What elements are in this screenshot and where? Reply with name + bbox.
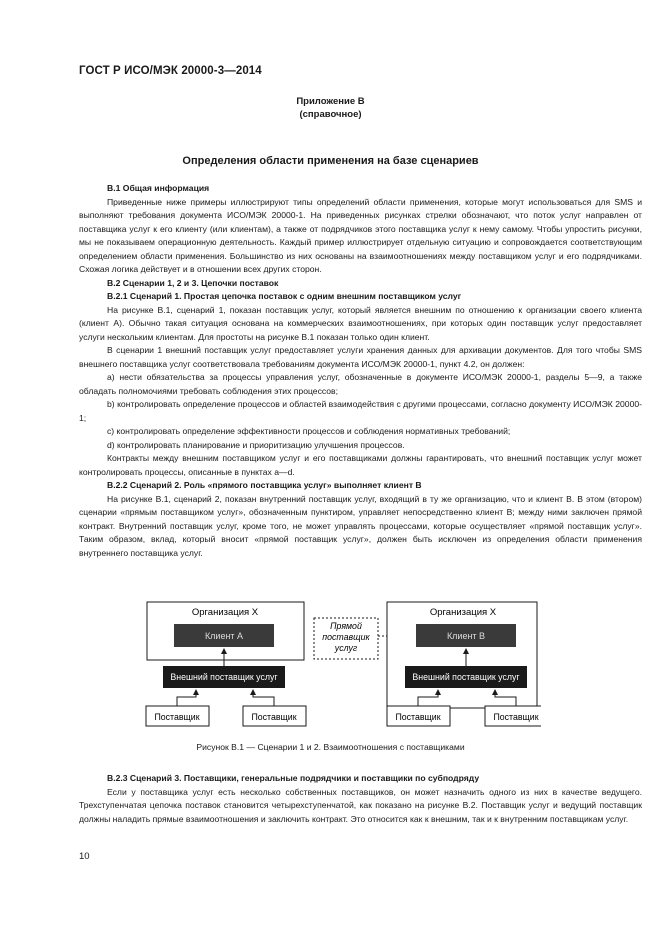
internal-supplier-label: Внешний поставщик услуг	[412, 672, 520, 682]
section-heading: В.1 Общая информация	[107, 183, 210, 193]
body-text	[79, 182, 642, 560]
direct-supplier-label-2: поставщик	[322, 632, 370, 642]
paragraph: В сценарии 1 внешний поставщик услуг предоставляет услуги хранения данных для архивации документов. Для того чтобы SMS внешнего поставщика услуг соответствовала требованиям документа ИСО/МЭК 20000-1, пункт 4.2, он должен:	[79, 345, 642, 369]
organisation-label-right: Организация X	[429, 607, 497, 618]
paragraph: На рисунке В.1, сценарий 1, показан поставщик услуг, который является внешним по отношению к организации своего клиента (клиент А). Обычно такая ситуация основана на коммерческих взаимоотношениях, при которых один поставщик услуг предоставляет услуги нескольким клиентам. Для простоты на рисунке В.1 показан только один клиент.	[79, 304, 642, 342]
list-item: d) контролировать планирование и приоритизацию улучшения процессов.	[107, 439, 405, 450]
client-a-label: Клиент А	[204, 631, 244, 641]
supplier-label-2: Поставщик	[251, 712, 297, 722]
annex-note: (справочное)	[299, 109, 362, 120]
paragraph: Приведенные ниже примеры иллюстрируют типы определений области применения, которые могут использоваться для SMS и выполняют требования документа ИСО/МЭК 20000-1. На приведенных рисунках стрелки обозначают, что поток услуг направлен от поставщика услуг к его клиенту (или клиентам), а также от подрядчиков этого поставщика услуг к нему самому. Чтобы упростить рисунки, мы не показываем операционную деятельность. Каждый пример иллюстрирует отдельную ситуацию и сопровождается соответствующим определением области применения. Большинство из них основаны на взаимоотношениях между поставщиком услуг и его подрядчиками. Схожая логика действует и в отношении всех других сторон.	[79, 196, 642, 274]
paragraph: Если у поставщика услуг есть несколько собственных поставщиков, он может назначить одного из них в качестве ведущего. Трехступенчатая цепочка поставок становится четырехступенчатой, как показано на рисунке В.2. Поставщик услуг и ведущий поставщик должны наладить прямые взаимоотношения и заключить контракт. Это относится как к внешним, так и к внутренним поставщикам услуг.	[79, 786, 642, 824]
body-text-continued	[79, 772, 642, 826]
page-number: 10	[79, 851, 90, 862]
subsection-heading: В.2.2 Сценарий 2. Роль «прямого поставщика услуг» выполняет клиент В	[107, 480, 422, 490]
section-heading: В.2 Сценарии 1, 2 и 3. Цепочки поставок	[107, 277, 279, 288]
list-item: a) нести обязательства за процессы управления услуг, обозначенные в документе ИСО/МЭК 20000-1, разделы 5—9, а также обладать полномочиями требовать соблюдения этих процессов;	[79, 372, 642, 396]
list-item: c) контролировать определение эффективности процессов и соблюдения нормативных требований;	[107, 426, 511, 436]
list-item: b) контролировать определение процессов и областей взаимодействия с другими процессами, согласно документу ИСО/МЭК 20000-1;	[79, 399, 642, 423]
client-b-label: Клиент В	[446, 631, 486, 641]
external-supplier-label: Внешний поставщик услуг	[170, 672, 278, 682]
paragraph: На рисунке В.1, сценарий 2, показан внутренний поставщик услуг, входящий в ту же организацию, что и клиент В. В этом (втором) сценарии «прямым поставщиком услуг», обозначенным пунктиром, управляет непосредственно клиент В; между ними заключен прямой контракт. Внутренний поставщик услуг, кроме того, не может управлять процессами, которые осуществляет «прямой поставщик услуг». Таким образом, вклад, который вносит «прямой поставщик услуг», должен быть исключен из определения области применения внутреннего поставщика услуг.	[79, 493, 642, 558]
direct-supplier-label-1: Прямой	[330, 621, 362, 631]
supplier-label-1: Поставщик	[154, 712, 200, 722]
supplier-label-3: Поставщик	[395, 712, 441, 722]
direct-supplier-label-3: услуг	[334, 643, 358, 653]
subsection-heading: В.2.3 Сценарий 3. Поставщики, генеральные подрядчики и поставщики по субподряду	[107, 773, 480, 783]
document-header: ГОСТ Р ИСО/МЭК 20000-3—2014	[79, 65, 262, 77]
annex-heading	[0, 95, 661, 121]
annex-label: Приложение В	[296, 96, 365, 107]
figure-caption: Рисунок В.1 — Сценарии 1 и 2. Взаимоотношения с поставщиками	[196, 742, 465, 752]
paragraph: Контракты между внешним поставщиком услуг и его поставщиками должны гарантировать, что внешний поставщик услуг может контролировать процессы, описанные в пунктах a—d.	[79, 453, 642, 477]
organisation-label-left: Организация X	[191, 607, 259, 618]
supplier-label-4: Поставщик	[493, 712, 539, 722]
subsection-heading: В.2.1 Сценарий 1. Простая цепочка поставок с одним внешним поставщиком услуг	[107, 291, 462, 301]
figure-b1-diagram	[141, 598, 541, 738]
annex-title: Определения области применения на базе сценариев	[182, 155, 479, 167]
